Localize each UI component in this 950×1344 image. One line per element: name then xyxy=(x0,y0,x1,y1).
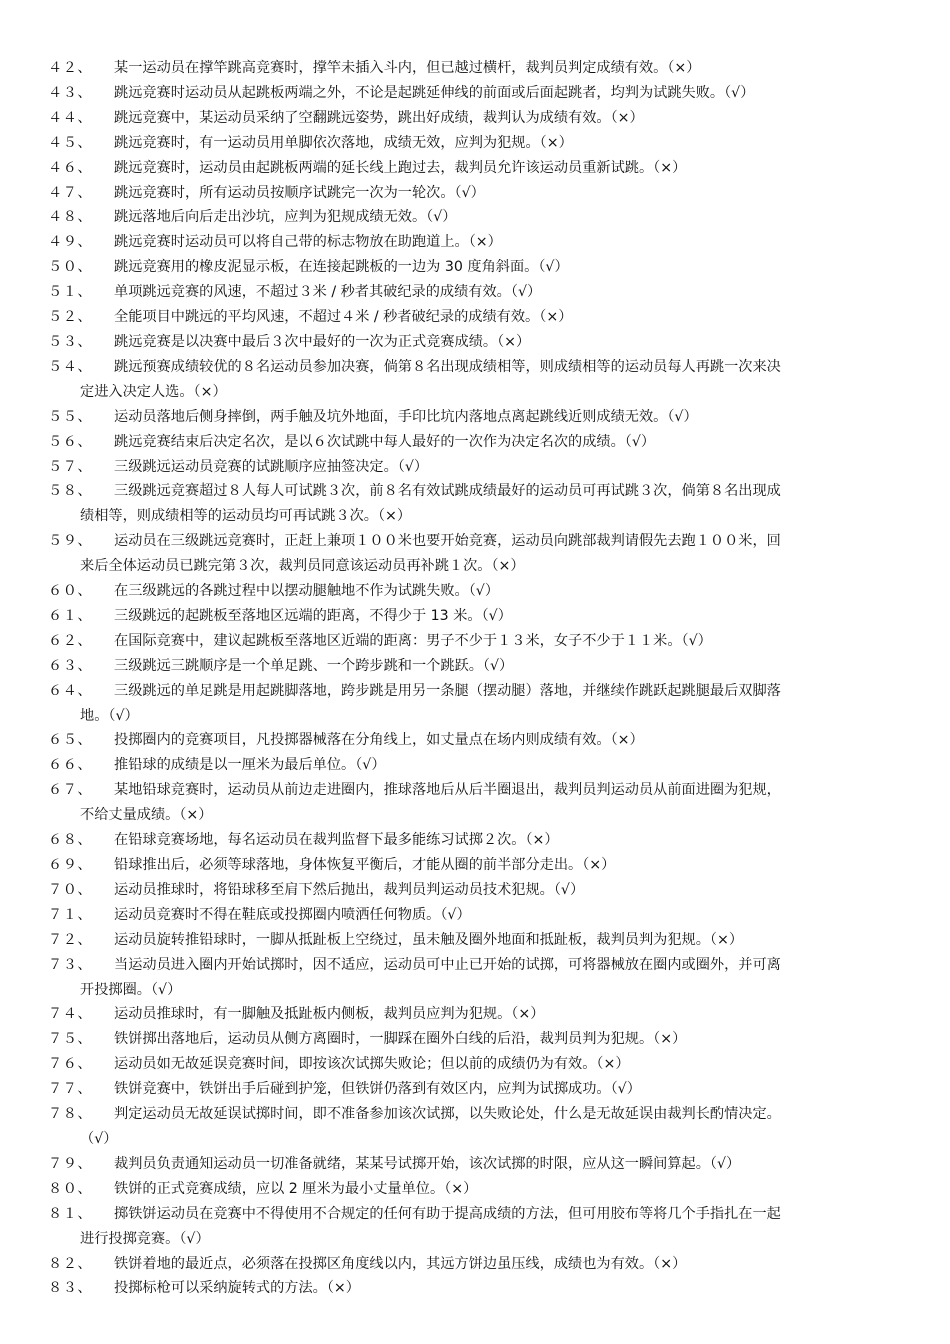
question-text: 运动员竞赛时不得在鞋底或投掷圈内喷洒任何物质。（√） xyxy=(114,906,471,923)
question-text-continuation: 不给丈量成绩。（×） xyxy=(80,807,213,824)
question-text: 铁饼着地的最近点，必须落在投掷区角度线以内，其远方饼边虽压线，成绩也为有效。（×） xyxy=(114,1255,687,1272)
question-text: 跳远竞赛结束后决定名次，是以６次试跳中每人最好的一次作为决定名次的成绩。（√） xyxy=(114,433,656,450)
question-item xyxy=(48,81,908,106)
question-number: ６１、 xyxy=(48,607,93,624)
question-number: ５０、 xyxy=(48,259,93,276)
question-number: ５９、 xyxy=(48,533,93,550)
question-text: 三级跳远三跳顺序是一个单足跳、一个跨步跳和一个跳跃。（√） xyxy=(114,657,514,674)
question-text: 跳远竞赛是以决赛中最后３次中最好的一次为正式竞赛成绩。（×） xyxy=(114,333,531,350)
question-number: ７４、 xyxy=(48,1006,93,1023)
question-text: 投掷圈内的竞赛项目，凡投掷器械落在分角线上，如丈量点在场内则成绩有效。（×） xyxy=(114,732,644,749)
question-item xyxy=(48,679,908,729)
document-body xyxy=(48,56,908,1301)
question-item xyxy=(48,106,908,131)
question-text: 某一运动员在撑竿跳高竞赛时，撑竿未插入斗内，但已越过横杆，裁判员判定成绩有效。（×） xyxy=(114,60,701,76)
question-text: 运动员在三级跳远竞赛时，正赶上兼项１００米也要开始竞赛，运动员向跳部裁判请假先去跑１００米，回 xyxy=(114,533,781,550)
question-item xyxy=(48,579,908,604)
question-item xyxy=(48,928,908,953)
question-number: ５２、 xyxy=(48,309,93,326)
question-number: ５３、 xyxy=(48,333,93,350)
question-number: ４７、 xyxy=(48,184,93,201)
question-item xyxy=(48,604,908,629)
question-number: ４５、 xyxy=(48,134,93,151)
question-text-continuation: （√） xyxy=(80,1130,118,1147)
question-text: 跳远竞赛中，某运动员采纳了空翻跳远姿势，跳出好成绩，裁判认为成绩有效。（×） xyxy=(114,109,644,126)
question-text: 跳远竞赛用的橡皮泥显示板，在连接起跳板的一边为 30 度角斜面。（√） xyxy=(114,259,569,276)
question-number: ７９、 xyxy=(48,1155,93,1172)
question-item xyxy=(48,1177,908,1202)
question-item xyxy=(48,405,908,430)
question-number: ４６、 xyxy=(48,159,93,176)
question-number: ８３、 xyxy=(48,1280,93,1297)
question-item xyxy=(48,728,908,753)
question-text: 铅球推出后，必须等球落地，身体恢复平衡后，才能从圈的前半部分走出。（×） xyxy=(114,857,616,873)
question-number: ５５、 xyxy=(48,408,93,425)
question-item xyxy=(48,255,908,280)
question-number: ５６、 xyxy=(48,433,93,450)
question-number: ７３、 xyxy=(48,956,93,973)
question-number: ６８、 xyxy=(48,832,93,849)
question-item xyxy=(48,430,908,455)
question-number: ４４、 xyxy=(48,109,93,126)
question-item xyxy=(48,629,908,654)
question-text: 铁饼的正式竞赛成绩，应以 2 厘米为最小丈量单位。（×） xyxy=(114,1180,478,1197)
question-item xyxy=(48,1102,908,1152)
question-text: 跳远竞赛时，所有运动员按顺序试跳完一次为一轮次。（√） xyxy=(114,184,485,201)
question-item xyxy=(48,778,908,828)
question-number: ７８、 xyxy=(48,1106,93,1123)
question-text: 投掷标枪可以采纳旋转式的方法。（×） xyxy=(114,1280,360,1297)
question-item xyxy=(48,1077,908,1102)
question-number: ６９、 xyxy=(48,857,93,873)
question-text-continuation: 地。（√） xyxy=(80,707,139,724)
question-item xyxy=(48,355,908,405)
question-text: 在三级跳远的各跳过程中以摆动腿触地不作为试跳失败。（√） xyxy=(114,583,500,600)
question-number: ５４、 xyxy=(48,358,93,375)
question-text: 裁判员负责通知运动员一切准备就绪，某某号试掷开始，该次试掷的时限，应从这一瞬间算起。（√） xyxy=(114,1155,741,1172)
question-number: ７２、 xyxy=(48,931,93,948)
question-number: ６５、 xyxy=(48,732,93,749)
question-text: 运动员落地后侧身摔倒，两手触及坑外地面，手印比坑内落地点离起跳线近则成绩无效。（√） xyxy=(114,408,698,425)
question-item xyxy=(48,230,908,255)
question-number: ６０、 xyxy=(48,583,93,600)
question-item xyxy=(48,1052,908,1077)
question-item xyxy=(48,1202,908,1252)
question-number: ６３、 xyxy=(48,657,93,674)
question-item xyxy=(48,131,908,156)
question-text: 某地铅球竞赛时，运动员从前边走进圈内，推球落地后从后半圈退出，裁判员判运动员从前面进圈为犯规， xyxy=(114,782,781,799)
question-text: 三级跳远运动员竞赛的试跳顺序应抽签决定。（√） xyxy=(114,458,429,475)
question-number: ８０、 xyxy=(48,1180,93,1197)
question-number: ４２、 xyxy=(48,60,93,76)
question-number: ６４、 xyxy=(48,682,93,699)
question-number: ４３、 xyxy=(48,84,93,101)
question-text: 运动员如无故延误竞赛时间，即按该次试掷失败论；但以前的成绩仍为有效。（×） xyxy=(114,1056,630,1073)
question-text: 跳远竞赛时运动员可以将自己带的标志物放在助跑道上。（×） xyxy=(114,234,502,251)
question-text: 跳远竞赛时运动员从起跳板两端之外，不论是起跳延伸线的前面或后面起跳者，均判为试跳失败。（√） xyxy=(114,84,755,101)
question-number: ５７、 xyxy=(48,458,93,475)
question-item xyxy=(48,953,908,1003)
question-item xyxy=(48,181,908,206)
question-number: ６７、 xyxy=(48,782,93,799)
question-text: 运动员旋转推铅球时，一脚从抵趾板上空绕过，虽未触及圈外地面和抵趾板，裁判员判为犯规。（×） xyxy=(114,931,744,948)
question-text: 三级跳远竞赛超过８人每人可试跳３次，前８名有效试跳成绩最好的运动员可再试跳３次，倘第８名出现成 xyxy=(114,483,781,500)
question-text: 铁饼掷出落地后，运动员从侧方离圈时，一脚踩在圈外白线的后沿，裁判员判为犯规。（×） xyxy=(114,1031,687,1048)
question-number: ７５、 xyxy=(48,1031,93,1048)
question-text: 运动员推球时，有一脚触及抵趾板内侧板，裁判员应判为犯规。（×） xyxy=(114,1006,545,1023)
question-number: ５８、 xyxy=(48,483,93,500)
question-text: 推铅球的成绩是以一厘米为最后单位。（√） xyxy=(114,757,386,774)
question-text-continuation: 开投掷圈。（√） xyxy=(80,981,182,998)
question-item xyxy=(48,156,908,181)
question-number: ７０、 xyxy=(48,881,93,898)
question-text-continuation: 进行投掷竞赛。（√） xyxy=(80,1230,210,1247)
question-text-continuation: 绩相等，则成绩相等的运动员均可再试跳３次。（×） xyxy=(80,508,412,525)
question-text: 全能项目中跳远的平均风速，不超过４米 / 秒者破纪录的成绩有效。（×） xyxy=(114,309,573,326)
question-item xyxy=(48,1252,908,1277)
question-item xyxy=(48,753,908,778)
question-number: ７７、 xyxy=(48,1081,93,1098)
question-text: 跳远竞赛时，有一运动员用单脚依次落地，成绩无效，应判为犯规。（×） xyxy=(114,134,573,151)
question-text: 铁饼竞赛中，铁饼出手后碰到护笼，但铁饼仍落到有效区内，应判为试掷成功。（√） xyxy=(114,1081,641,1098)
question-item xyxy=(48,903,908,928)
question-item xyxy=(48,828,908,853)
question-item xyxy=(48,853,908,878)
question-text: 掷铁饼运动员在竞赛中不得使用不合规定的任何有助于提高成绩的方法，但可用胶布等将几个手指扎在一起 xyxy=(114,1205,781,1222)
question-text: 跳远预赛成绩较优的８名运动员参加决赛，倘第８名出现成绩相等，则成绩相等的运动员每人再跳一次来决 xyxy=(114,358,781,375)
question-text: 运动员推球时，将铅球移至肩下然后抛出，裁判员判运动员技术犯规。（√） xyxy=(114,881,585,898)
question-item xyxy=(48,455,908,480)
question-item xyxy=(48,56,908,81)
question-item xyxy=(48,280,908,305)
question-number: ５１、 xyxy=(48,284,93,301)
question-item xyxy=(48,878,908,903)
question-text: 跳远竞赛时，运动员由起跳板两端的延长线上跑过去，裁判员允许该运动员重新试跳。（×） xyxy=(114,159,687,176)
question-number: ８２、 xyxy=(48,1255,93,1272)
question-item xyxy=(48,1152,908,1177)
question-number: ６６、 xyxy=(48,757,93,774)
question-item xyxy=(48,1002,908,1027)
question-number: ４９、 xyxy=(48,234,93,251)
question-number: ８１、 xyxy=(48,1205,93,1222)
question-number: ６２、 xyxy=(48,632,93,649)
question-text-continuation: 来后全体运动员已跳完第３次，裁判员同意该运动员再补跳１次。（×） xyxy=(80,558,525,575)
question-text-continuation: 定进入决定人选。（×） xyxy=(80,383,227,400)
question-text: 当运动员进入圈内开始试掷时，因不适应，运动员可中止已开始的试掷，可将器械放在圈内或圈外，并可离 xyxy=(114,956,781,973)
question-number: ４８、 xyxy=(48,209,93,226)
question-text: 三级跳远的单足跳是用起跳脚落地，跨步跳是用另一条腿（摆动腿）落地，并继续作跳跃起跳腿最后双脚落 xyxy=(114,682,781,699)
question-item xyxy=(48,529,908,579)
question-text: 单项跳远竞赛的风速，不超过３米 / 秒者其破纪录的成绩有效。（√） xyxy=(114,284,542,301)
question-number: ７１、 xyxy=(48,906,93,923)
question-text: 判定运动员无故延误试掷时间，即不准备参加该次试掷，以失败论处，什么是无故延误由裁判长酌情决定。 xyxy=(114,1106,781,1123)
question-item xyxy=(48,654,908,679)
question-text: 跳远落地后向后走出沙坑，应判为犯规成绩无效。（√） xyxy=(114,209,457,226)
question-item xyxy=(48,330,908,355)
question-text: 在国际竞赛中，建议起跳板至落地区近端的距离：男子不少于１３米，女子不少于１１米。（√） xyxy=(114,632,712,649)
question-number: ７６、 xyxy=(48,1056,93,1073)
question-item xyxy=(48,305,908,330)
question-text: 三级跳远的起跳板至落地区远端的距离，不得少于 13 米。（√） xyxy=(114,607,512,624)
question-text: 在铅球竞赛场地，每名运动员在裁判监督下最多能练习试掷２次。（×） xyxy=(114,832,559,849)
question-item xyxy=(48,1027,908,1052)
question-item xyxy=(48,1276,908,1301)
question-item xyxy=(48,205,908,230)
question-item xyxy=(48,479,908,529)
